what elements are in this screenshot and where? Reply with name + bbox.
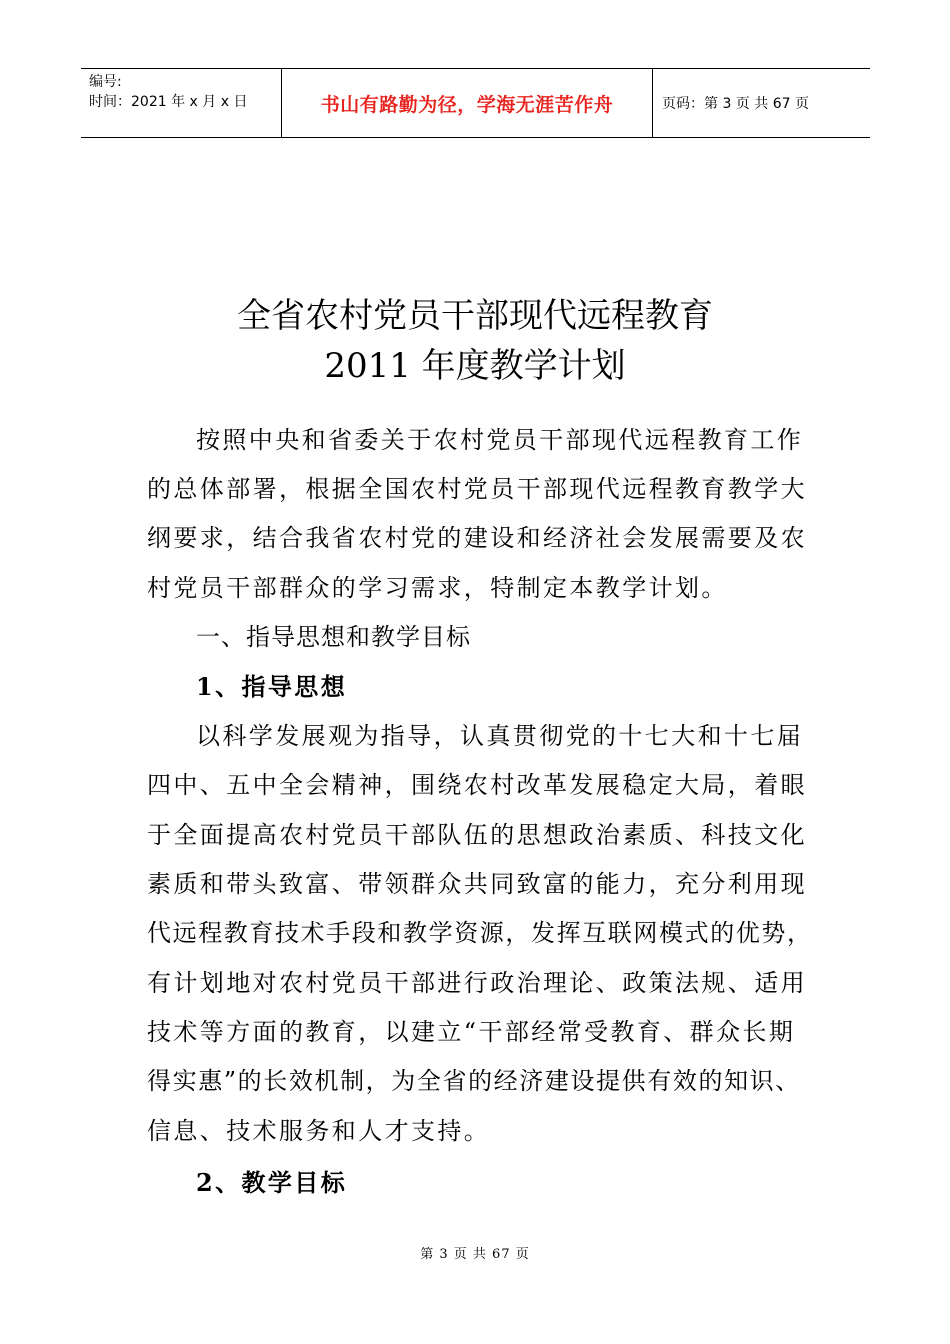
paragraph-line: 技术等方面的教育，以建立“干部经常受教育、群众长期 [147,1018,796,1046]
paragraph-line: 纲要求，结合我省农村党的建设和经济社会发展需要及农 [147,524,807,552]
paragraph-line: 以科学发展观为指导，认真贯彻党的十七大和十七届 [196,722,804,750]
page-code-text: 页码：第 3 页 共 67 页 [662,96,809,112]
section-heading: 一、指导思想和教学目标 [196,623,471,651]
document-title-line2: 2011 年度教学计划 [324,346,626,386]
header-meta [81,69,281,137]
subsection-heading: 1、指导思想 [196,672,348,701]
number-label: 编号: [89,74,122,90]
header-page-code [653,69,870,137]
paragraph-line: 得实惠”的长效机制，为全省的经济建设提供有效的知识、 [147,1067,801,1095]
subsection-heading: 2、教学目标 [196,1168,348,1197]
motto-text: 书山有路勤为径，学海无涯苦作舟 [320,93,614,116]
paragraph-line: 代远程教育技术手段和教学资源，发挥互联网模式的优势， [147,919,813,947]
time-label: 时间：2021 年 x 月 x 日 [89,94,248,110]
paragraph-line: 的总体部署，根据全国农村党员干部现代远程教育教学大 [147,475,807,503]
paragraph-line: 四中、五中全会精神，围绕农村改革发展稳定大局，着眼 [147,771,807,799]
paragraph-line: 信息、技术服务和人才支持。 [147,1117,491,1145]
paragraph-line: 素质和带头致富、带领群众共同致富的能力，充分利用现 [147,870,807,898]
document-title-line1: 全省农村党员干部现代远程教育 [237,296,713,336]
paragraph-line: 按照中央和省委关于农村党员干部现代远程教育工作 [196,426,804,454]
paragraph-line: 于全面提高农村党员干部队伍的思想政治素质、科技文化 [147,821,807,849]
header-motto [281,69,653,137]
page-footer: 第 3 页 共 67 页 [420,1247,530,1262]
paragraph-line: 村党员干部群众的学习需求，特制定本教学计划。 [147,574,728,602]
paragraph-line: 有计划地对农村党员干部进行政治理论、政策法规、适用 [147,969,807,997]
page-header [81,68,870,138]
